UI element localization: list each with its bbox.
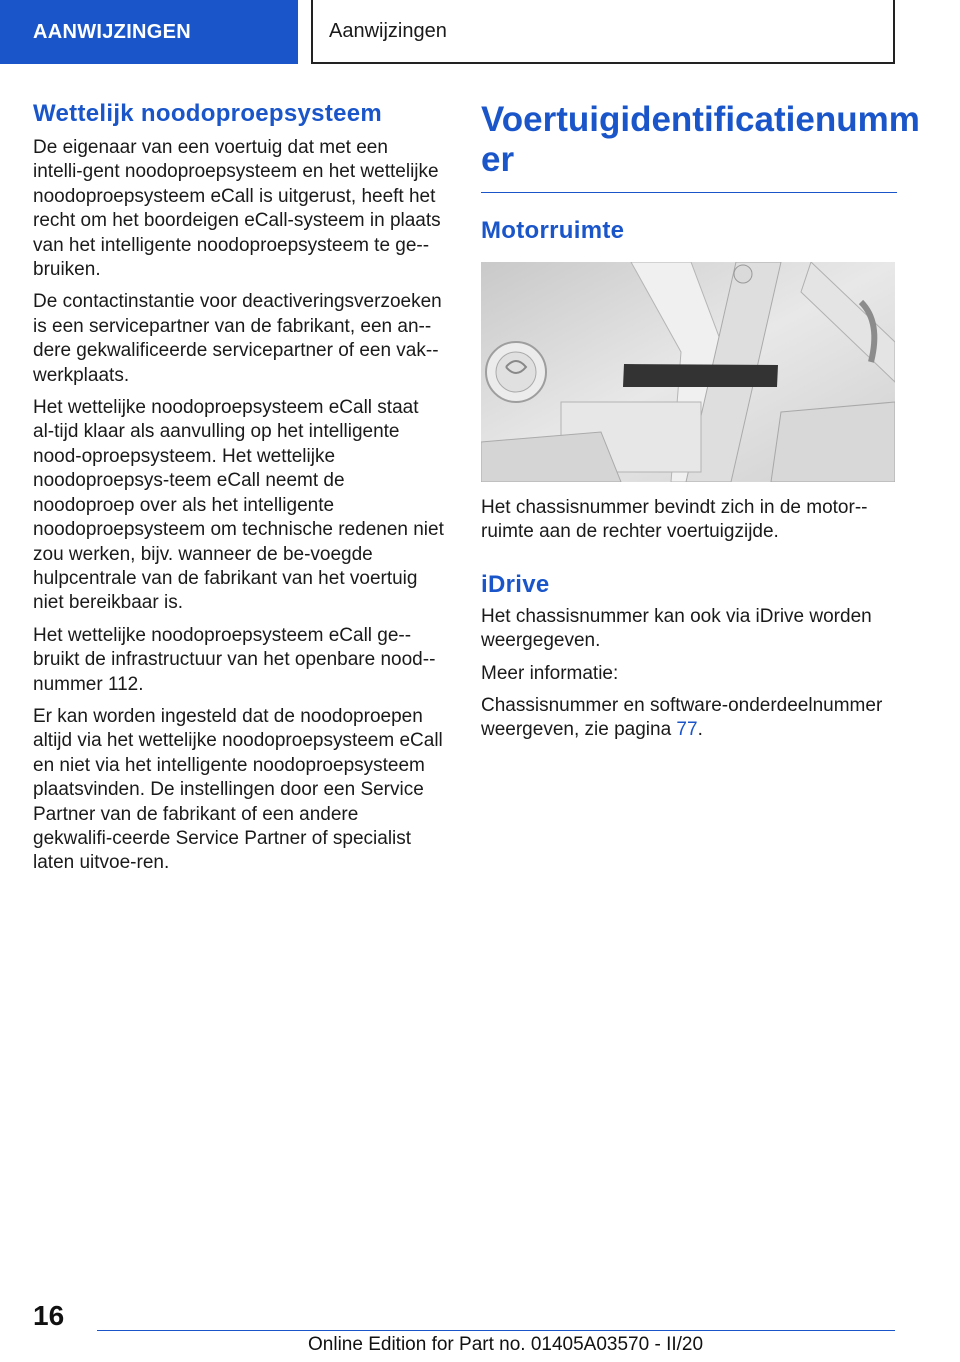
- left-column: [33, 100, 449, 876]
- engine-bay-text: Het chassisnummer bevindt zich in de motor-ruimte aan de rechter voertuigzijde.: [481, 497, 868, 543]
- more-info-label: Meer informatie:: [481, 662, 619, 684]
- idrive-text: Het chassisnummer kan ook via iDrive worden weergegeven.: [481, 605, 872, 652]
- paragraph: Er kan worden ingesteld dat de noodoproepen altijd via het wettelijke noodoproepsysteem eCall en niet via het intelligente noodoproepsysteem plaatsvinden. De instellingen door een Service Partner van de fabrikant of een andere gekwalifi-ceerde Service Partner of specialist laten uitvoe-ren.: [33, 705, 443, 874]
- vin-heading: Voertuigidentificatienumm er: [481, 100, 920, 179]
- section-title: [311, 0, 895, 64]
- chapter-tab: AANWIJZINGEN: [0, 0, 298, 64]
- cross-reference: [481, 694, 897, 743]
- page-number: 16: [33, 1300, 65, 1331]
- page-link[interactable]: 77: [676, 719, 698, 741]
- engine-bay-heading: Motorruimte: [481, 217, 625, 244]
- engine-bay-photo: [481, 262, 895, 482]
- paragraph: Het wettelijke noodoproepsysteem eCall staat al-tijd klaar als aanvulling op het intelligente nood-oproepsysteem. Het wettelijke noodoproepsys-teem eCall neemt de noodoproep over als het intelligente noodoproepsysteem om technische redenen niet zou werken, bijv. wanneer de be-voegde hulpcentrale van de fabrikant van het voertuig niet bereikbaar is.: [33, 397, 444, 614]
- idrive-heading: iDrive: [481, 570, 550, 598]
- legal-ecall-heading: Wettelijk noodoproepsysteem: [33, 100, 383, 127]
- cross-reference-text: Chassisnummer en software-onderdeelnummer weergeven, zie pagina: [481, 695, 883, 741]
- footer-divider: [97, 1330, 895, 1331]
- right-column: [481, 100, 920, 743]
- paragraph: De eigenaar van een voertuig dat met een intelli-gent noodoproepsysteem en het wettelijke noodoproepsysteem eCall is uitgerust, heeft het recht om het boordeigen eCall-systeem in plaats van het intelligente noodoproepsysteem te ge-bruiken.: [33, 137, 441, 281]
- cross-reference-suffix: .: [697, 719, 703, 741]
- vin-marker: [623, 364, 778, 387]
- paragraph: De contactinstantie voor deactiveringsverzoeken is een servicepartner van de fabrikant, een an-dere gekwalificeerde servicepartner of een vak-werkplaats.: [33, 291, 442, 386]
- paragraph: Het wettelijke noodoproepsysteem eCall ge-bruikt de infrastructuur van het openbare nood-nummer 112.: [33, 624, 436, 695]
- heading-divider: [481, 192, 897, 193]
- section-title-text: Aanwijzingen: [329, 19, 447, 42]
- edition-footer: Online Edition for Part no. 01405A03570 - II/20: [308, 1334, 704, 1355]
